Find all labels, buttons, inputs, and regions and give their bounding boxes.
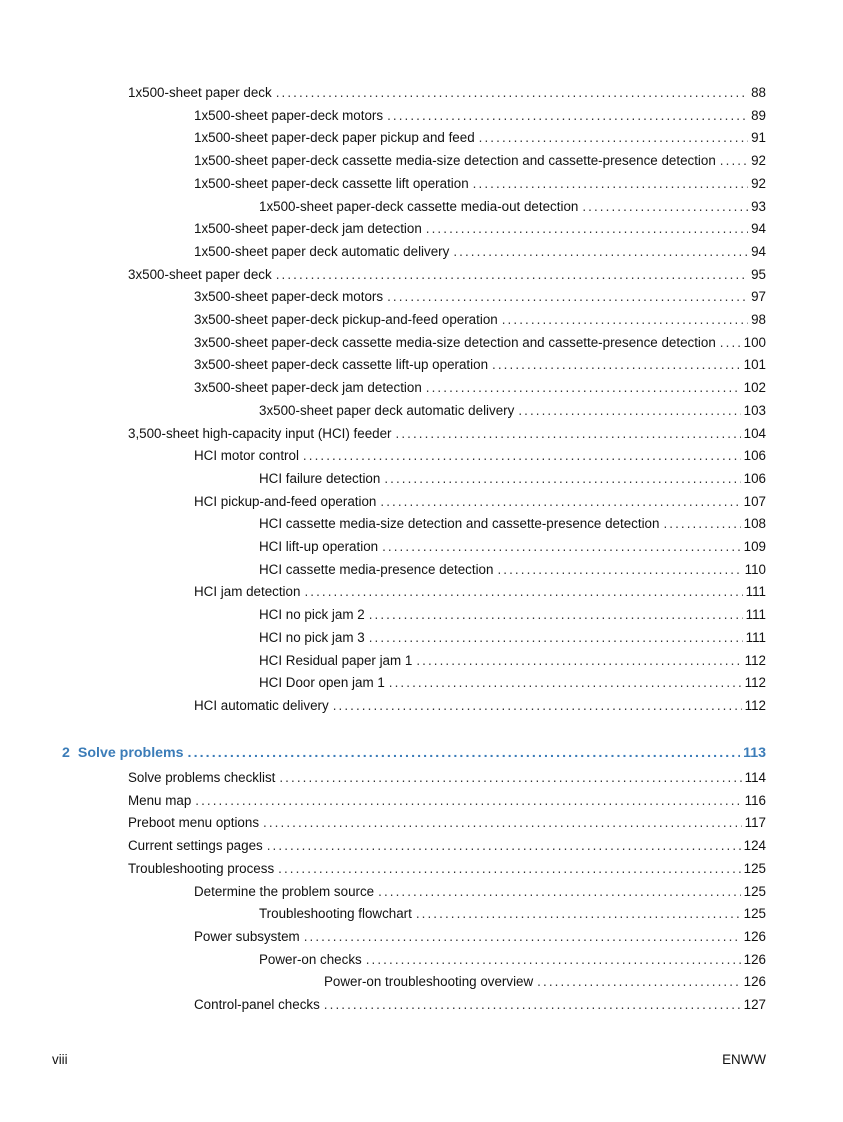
dot-leader [387,287,748,307]
dot-leader [263,813,742,833]
toc-entry-page: 97 [751,289,766,305]
dot-leader [426,219,748,239]
toc-entry[interactable] [259,514,766,534]
toc-entry-page: 127 [743,997,766,1012]
toc-entry-title: 3x500-sheet paper deck automatic delivery [259,402,515,418]
toc-entry[interactable] [259,401,766,421]
toc-entry-page: 113 [743,745,766,761]
toc-entry-title: 1x500-sheet paper-deck cassette media-size detection and cassette-presence detection [194,153,716,169]
toc-entry-page: 108 [743,516,766,532]
toc-entry-title: 1x500-sheet paper-deck motors [194,107,384,123]
toc-entry-title: 3x500-sheet paper-deck cassette media-size detection and cassette-presence detection [194,334,716,350]
toc-entry-page: 107 [743,493,766,509]
toc-entry-page: 94 [751,221,766,237]
toc-entry-title: Preboot menu options [128,815,260,831]
toc-entry-page: 117 [744,815,766,831]
toc-entry[interactable] [194,355,766,375]
toc-entry-title: 3,500-sheet high-capacity input (HCI) feeder [128,425,392,441]
toc-entry-page: 88 [751,85,766,100]
toc-entry[interactable] [194,333,766,353]
dot-leader [453,242,748,262]
toc-entry-page: 126 [743,974,766,990]
toc-entry[interactable] [194,310,766,330]
toc-entry-title: 3x500-sheet paper-deck jam detection [194,380,422,396]
toc-entry[interactable] [324,972,766,992]
toc-entry-page: 106 [743,448,766,464]
toc-entry-page: 91 [751,130,766,146]
toc-entry-title: HCI cassette media-presence detection [259,561,494,577]
toc-entry-page: 125 [743,883,766,899]
toc-entry-title: Power-on checks [259,951,362,967]
toc-entry-page: 111 [745,629,766,645]
toc-entry-page: 95 [751,266,766,282]
footer-doc-code: ENWW [722,1052,766,1067]
toc-entry[interactable] [259,950,766,970]
dot-leader [304,582,742,602]
toc-entry[interactable] [259,560,766,580]
toc-entry[interactable] [128,768,766,788]
toc-entry-page: 124 [743,838,766,854]
dot-leader [267,836,741,856]
dot-leader [378,882,741,902]
toc-entry-page: 126 [743,928,766,944]
toc-entry[interactable] [128,813,766,833]
toc-entry[interactable] [194,995,766,1015]
toc-entry[interactable] [194,242,766,262]
toc-entry[interactable] [259,469,766,489]
dot-leader [416,651,741,671]
toc-entry-title: 3x500-sheet paper-deck motors [194,289,384,305]
dot-leader [278,859,741,879]
toc-entry[interactable] [128,791,766,811]
dot-leader [492,355,741,375]
toc-entry[interactable] [128,83,766,103]
toc-entry-page: 109 [743,539,766,554]
toc-entry-title: 3x500-sheet paper-deck pickup-and-feed operation [194,312,498,327]
toc-entry-page: 93 [751,198,766,214]
toc-entry-page: 98 [751,312,766,327]
toc-entry[interactable] [128,836,766,856]
toc-entry-page: 125 [743,906,766,922]
dot-leader [720,333,741,353]
toc-entry-title: 1x500-sheet paper-deck paper pickup and feed [194,130,475,146]
toc-entry-title: Menu map [128,792,192,808]
toc-entry-title: HCI motor control [194,448,299,464]
toc-entry-title: HCI Door open jam 1 [259,675,385,691]
toc-entry-title: Current settings pages [128,838,263,854]
toc-entry-page: 116 [744,792,766,808]
toc-entry-page: 92 [751,153,766,169]
toc-entry[interactable] [128,265,766,285]
toc-entry-page: 94 [751,243,766,259]
toc-entry-page: 102 [743,380,766,396]
toc-entry-title: 3x500-sheet paper deck [128,266,272,282]
dot-leader [663,514,740,534]
toc-entry-title: HCI no pick jam 3 [259,629,365,645]
toc-entry-title: HCI Residual paper jam 1 [259,652,413,668]
dot-leader [279,768,741,788]
toc-entry-page: 106 [743,470,766,486]
toc-entry-title: Power-on troubleshooting overview [324,974,534,990]
toc-entry[interactable] [194,492,766,512]
toc-entry-title: 3x500-sheet paper-deck cassette lift-up operation [194,357,489,373]
toc-entry[interactable] [194,378,766,398]
dot-leader [324,995,741,1015]
toc-entry-page: 125 [743,860,766,876]
dot-leader [479,128,748,148]
dot-leader [369,605,743,625]
toc-entry[interactable] [128,424,766,444]
toc-chapter-heading[interactable] [62,743,766,763]
toc-entry[interactable] [194,106,766,126]
toc-entry-title: 1x500-sheet paper-deck cassette media-out detection [259,198,579,214]
toc-entry-title: Solve problems checklist [128,770,276,785]
toc-entry-title: Power subsystem [194,928,300,944]
toc-entry-page: 111 [745,607,766,623]
chapter-number: 2 [62,745,70,761]
dot-leader [537,972,740,992]
toc-entry[interactable] [259,537,766,557]
toc-entry-page: 104 [743,425,766,441]
dot-leader [387,106,748,126]
toc-entry-page: 114 [744,770,766,785]
toc-entry-title: Determine the problem source [194,883,375,899]
dot-leader [380,492,740,512]
dot-leader [396,424,741,444]
toc-entry[interactable] [194,446,766,466]
dot-leader [333,696,742,716]
toc-entry-title: Control-panel checks [194,997,320,1012]
footer-page-label: viii [52,1052,68,1067]
toc-entry[interactable] [259,904,766,924]
toc-entry-page: 89 [751,107,766,123]
toc-entry-title: HCI pickup-and-feed operation [194,493,377,509]
dot-leader [276,265,748,285]
toc-entry-title: Troubleshooting flowchart [259,906,412,922]
toc-entry-page: 92 [751,175,766,191]
toc-entry[interactable] [194,174,766,194]
dot-leader [384,469,740,489]
toc-entry-title: HCI failure detection [259,470,381,486]
toc-entry[interactable] [259,605,766,625]
toc-entry[interactable] [128,859,766,879]
toc-entry[interactable] [259,673,766,693]
toc-entry[interactable] [194,582,766,602]
dot-leader [276,83,748,103]
toc-entry[interactable] [194,219,766,239]
toc-entry-page: 110 [744,561,766,577]
toc-entry-page: 100 [743,334,766,350]
toc-entry-page: 103 [743,402,766,418]
toc-entry-page: 112 [744,675,766,691]
toc-entry[interactable] [259,197,766,217]
toc-entry-title: 1x500-sheet paper deck [128,85,272,100]
toc-entry-title: HCI jam detection [194,584,301,600]
dot-leader [582,197,748,217]
dot-leader [720,151,748,171]
toc-entry-title: HCI no pick jam 2 [259,607,365,623]
dot-leader [473,174,748,194]
toc-entry-title: Troubleshooting process [128,860,275,876]
dot-leader [497,560,741,580]
toc-entry[interactable] [194,696,766,716]
toc-entry[interactable] [194,128,766,148]
toc-entry-title: HCI lift-up operation [259,539,379,554]
toc-entry-title: Solve problems [77,745,184,761]
toc-entry[interactable] [194,927,766,947]
toc-entry-title: 1x500-sheet paper-deck cassette lift operation [194,175,469,191]
toc-entry-page: 112 [744,697,766,713]
dot-leader [369,628,743,648]
dot-leader [502,310,748,330]
toc-entry[interactable] [194,287,766,307]
dot-leader [382,537,741,557]
toc-entry-title: 1x500-sheet paper-deck jam detection [194,221,422,237]
toc-entry-title: HCI automatic delivery [194,697,329,713]
dot-leader [188,743,741,763]
toc-entry-page: 112 [744,652,766,668]
dot-leader [518,401,740,421]
toc-entry-page: 126 [743,951,766,967]
toc-entry[interactable] [194,151,766,171]
dot-leader [426,378,741,398]
dot-leader [389,673,742,693]
toc-entry[interactable] [259,628,766,648]
toc-entry-title: 1x500-sheet paper deck automatic delivery [194,243,450,259]
toc-entry[interactable] [194,882,766,902]
toc-entry[interactable] [259,651,766,671]
dot-leader [195,791,741,811]
toc-entry-title: HCI cassette media-size detection and cassette-presence detection [259,516,660,532]
toc-entry-page: 101 [743,357,766,373]
dot-leader [366,950,741,970]
dot-leader [303,446,741,466]
dot-leader [304,927,741,947]
toc-entry-page: 111 [745,584,766,600]
dot-leader [416,904,741,924]
